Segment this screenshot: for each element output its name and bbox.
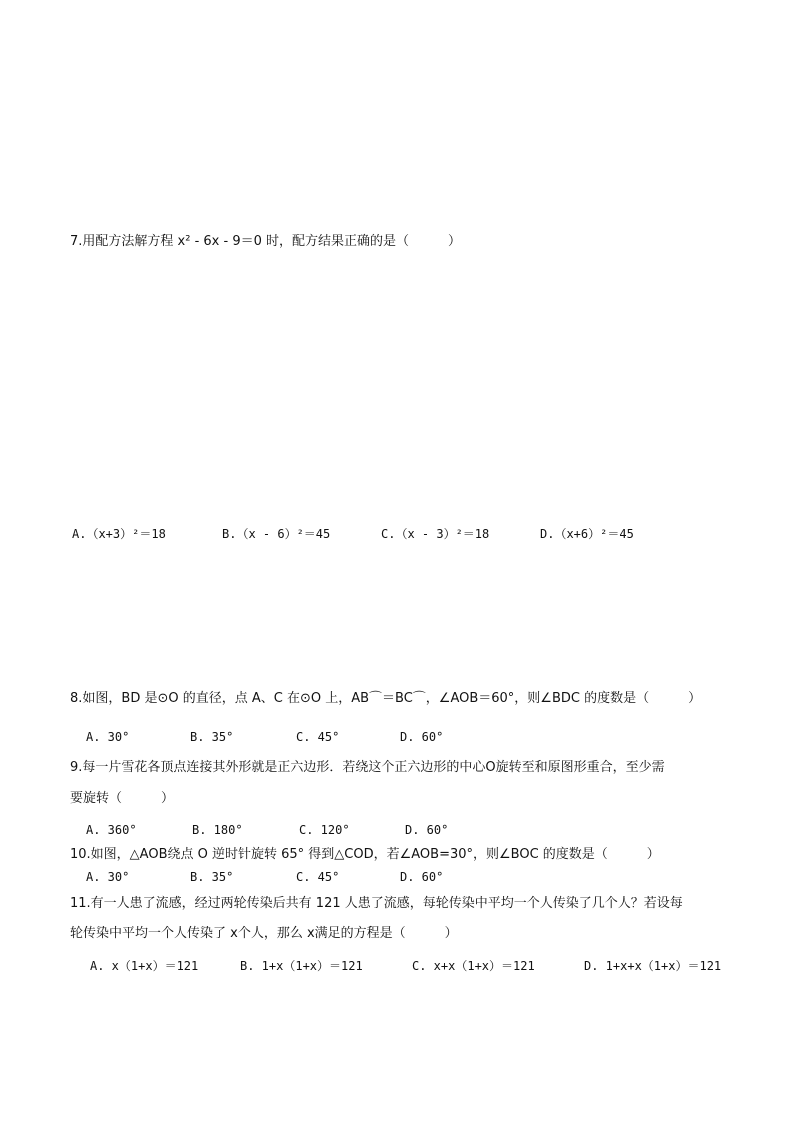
question-8-option-c: C. 45° (296, 730, 340, 744)
question-7-option-d: D.（x+6）²＝45 (540, 527, 634, 541)
question-11-option-b: B. 1+x（1+x）＝121 (240, 959, 363, 973)
question-11-option-d: D. 1+x+x（1+x）＝121 (584, 959, 722, 973)
question-11-option-c: C. x+x（1+x）＝121 (412, 959, 535, 973)
question-8-option-d: D. 60° (400, 730, 444, 744)
question-7-stem: 7.用配方法解方程 x² - 6x - 9＝0 时，配方结果正确的是（ ） (70, 234, 461, 249)
question-10-option-d: D. 60° (400, 870, 444, 884)
question-8-stem: 8.如图，BD 是⊙O 的直径，点 A、C 在⊙O 上，AB⌒＝BC⌒，∠AOB＝60°，则∠BDC 的度数是（ ） (70, 691, 702, 706)
question-9-option-c: C. 120° (299, 823, 350, 837)
question-9-option-b: B. 180° (192, 823, 243, 837)
question-10-stem: 10.如图，△AOB绕点 O 逆时针旋转 65° 得到△COD，若∠AOB=30°，则∠BOC 的度数是（ ） (70, 847, 660, 862)
question-9-option-a: A. 360° (86, 823, 137, 837)
question-10-option-c: C. 45° (296, 870, 340, 884)
question-11-stem-line-1: 11.有一人患了流感，经过两轮传染后共有 121 人患了流感，每轮传染中平均一个人传染了几个人？若设每 (70, 896, 683, 911)
question-9-stem-line-2: 要旋转（ ） (70, 791, 175, 806)
question-8-option-a: A. 30° (86, 730, 130, 744)
question-7-option-c: C.（x - 3）²＝18 (381, 527, 490, 541)
question-11-option-a: A. x（1+x）＝121 (90, 959, 199, 973)
question-7-option-b: B.（x - 6）²＝45 (222, 527, 331, 541)
question-9-stem-line-1: 9.每一片雪花各顶点连接其外形就是正六边形．若绕这个正六边形的中心O旋转至和原图形重合，至少需 (70, 760, 665, 775)
question-9-option-d: D. 60° (405, 823, 449, 837)
question-10-option-a: A. 30° (86, 870, 130, 884)
question-11-stem-line-2: 轮传染中平均一个人传染了 x个人，那么 x满足的方程是（ ） (70, 926, 458, 941)
question-8-option-b: B. 35° (190, 730, 234, 744)
question-10-option-b: B. 35° (190, 870, 234, 884)
question-7-option-a: A.（x+3）²＝18 (72, 527, 166, 541)
